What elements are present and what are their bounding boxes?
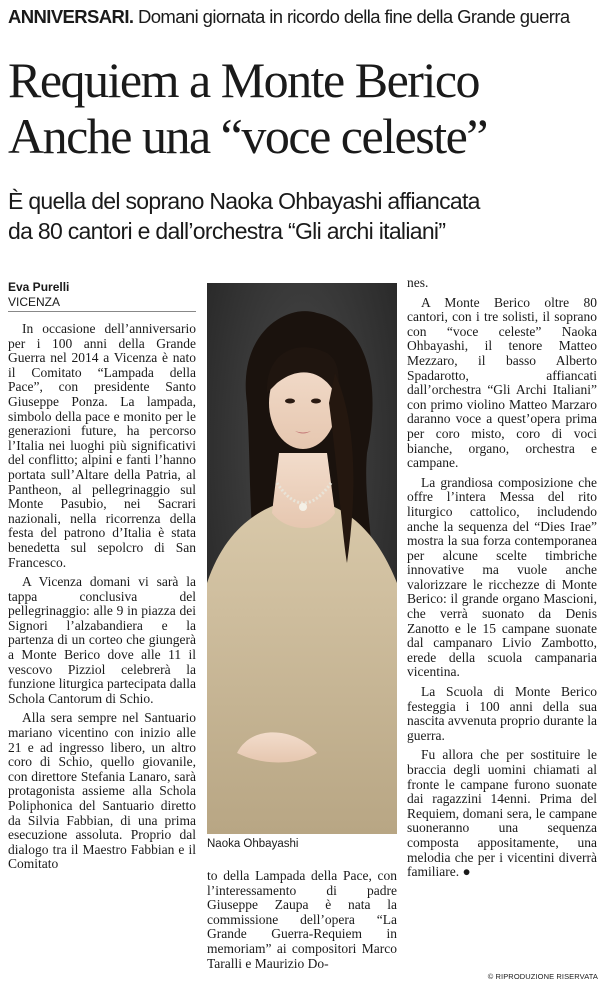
article-column-1	[8, 322, 196, 872]
paragraph: La Scuola di Monte Berico festeggia i 100 anni della sua nascita avvenuta proprio durante la guerra.	[407, 684, 597, 743]
copyright-credit: © RIPRODUZIONE RISERVATA	[487, 972, 598, 981]
headline-line-2: Anche una “voce celeste”	[8, 108, 487, 164]
paragraph: A Monte Berico oltre 80 cantori, con i tre solisti, il soprano con “voce celeste” Naoka Ohbayashi, il tenore Matteo Mezzaro, il basso Alberto Spadarotto, affiancati dall’orchestra “Gli Archi Italiani” con primo violino Matteo Marzaro daranno voce a quest’opera prima per coro misto, coro di voci bianche, organo, orchestra e campane.	[407, 294, 597, 471]
byline-place: VICENZA	[8, 295, 196, 312]
paragraph: Fu allora che per sostituire le braccia degli uomini chiamati al fronte le campane furono suonate dai ragazzini 14enni. Prima del Requiem, domani sera, le campane suoneranno una sequenza composta appositamente, una melodia che per i vicentini diverrà familiare. ●	[407, 747, 597, 880]
paragraph: Alla sera sempre nel Santuario mariano vicentino con inizio alle 21 e ad ingresso libero, un altro coro di Schio, quello giovanile, con direttore Stefania Lanaro, sarà protagonista assieme alla Schola Poliphonica del Santuario diretto da Silvia Fabbian, di una prima esecuzione assoluta. Proprio dal dialogo tra il Maestro Fabbian e il Comitato	[8, 710, 196, 872]
paragraph: A Vicenza domani vi sarà la tappa conclusiva del pellegrinaggio: alle 9 in piazza dei Signori l’alzabandiera e la partenza di un corteo che giungerà a Monte Berico dove alle 11 il vescovo Pizziol celebrerà la funzione liturgica partecipata dalla Schola Cantorum di Schio.	[8, 574, 196, 706]
kicker-label: ANNIVERSARI.	[8, 6, 134, 27]
paragraph: In occasione dell’anniversario per i 100 anni della Grande Guerra nel 2014 a Vicenza è nato il Comitato “Lampada della Pace”, con presidente Santo Giuseppe Ponza. La lampada, simbolo della pace e monito per le generazioni future, ha percorso l’Italia nei luoghi più significativi del conflitto; alpini e fanti l’hanno portata sull’Altare della Patria, al Pantheon, al pellegrinaggio sul Monte Pasubio, nei Sacrari nazionali, nella ricorrenza della festa del patrono d’Italia è stata benedetta sul sepolcro di San Francesco.	[8, 321, 196, 570]
kicker-text: Domani giornata in ricordo della fine della Grande guerra	[133, 6, 570, 27]
subheadline-line-2: da 80 cantori e dall’orchestra “Gli archi italiani”	[8, 218, 446, 244]
byline	[8, 280, 196, 312]
headline	[8, 52, 600, 164]
photo-caption: Naoka Ohbayashi	[207, 838, 299, 850]
headline-line-1: Requiem a Monte Berico	[8, 52, 480, 108]
paragraph: to della Lampada della Pace, con l’interessamento di padre Giuseppe Zaupa è nata la commissione dell’opera “La Grande Guerra-Requiem in memoriam” ai compositori Marco Taralli e Maurizio Do-	[207, 868, 397, 971]
subheadline-line-1: È quella del soprano Naoka Ohbayashi affiancata	[8, 188, 480, 214]
portrait-photo	[207, 283, 397, 834]
subheadline	[8, 186, 598, 246]
paragraph: La grandiosa composizione che offre l’intera Messa del rito liturgico cattolico, includendo anche la sequenza del “Dies Irae” mostra la sua forza contemporanea per alcune scelte timbriche innovative ma vuole anche valorizzare le ricchezze di Monte Berico: il grande organo Mascioni, che verrà suonato da Denis Zanotto e le 15 campane suonate dal campanaro Livio Zambotto, erede della scuola campanaria vicentina.	[407, 474, 597, 680]
paragraph: nes.	[407, 275, 429, 290]
article-column-3	[407, 276, 597, 880]
portrait-illustration	[207, 283, 397, 834]
byline-author: Eva Purelli	[8, 280, 70, 294]
section-kicker	[8, 6, 598, 28]
article-column-2	[207, 869, 397, 971]
